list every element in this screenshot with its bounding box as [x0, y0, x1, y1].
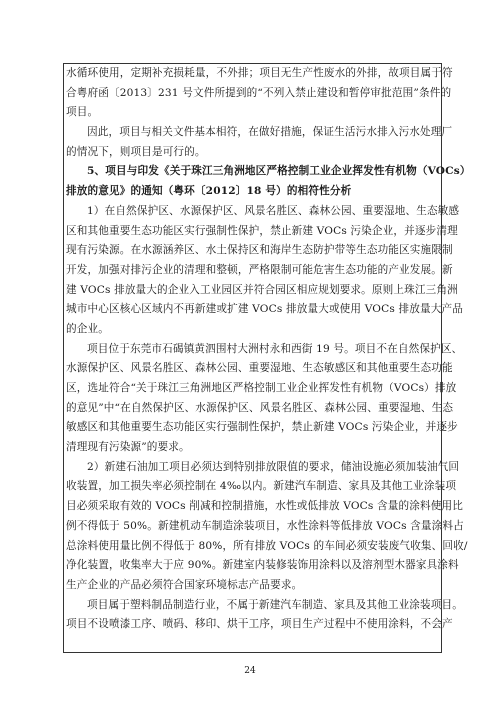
- text-line: 的意见”中“在自然保护区、水源保护区、风景名胜区、森林公园、重要湿地、生态: [66, 401, 454, 414]
- text-line: 收装置，加工损失率必须控制在 4‰以内。新建汽车制造、家具及其他工业涂装项: [66, 480, 457, 493]
- text-line: 项目。: [66, 106, 99, 119]
- text-line: 建 VOCs 排放量大的企业入工业园区并符合园区相应规划要求。原则上珠江三角洲: [66, 283, 458, 296]
- text-line: 项目不设喷漆工序、喷码、移印、烘干工序，项目生产过程中不使用涂料，不会产: [66, 618, 453, 631]
- text-line: 5、项目与印发《关于珠江三角洲地区严格控制工业企业挥发性有机物（VOCs）: [87, 165, 471, 178]
- text-line: 2）新建石油加工项目必须达到特别排放限值的要求，储油设施必须加装油气回: [87, 460, 460, 473]
- text-line: 清理现有污染源”的要求。: [66, 441, 190, 454]
- text-line: 区和其他重要生态功能区实行强制性保护，禁止新建 VOCs 污染企业，并逐步清理: [66, 224, 458, 237]
- text-line: 净化装置，收集率大于应 90%。新建室内装修装饰用涂料以及溶剂型木器家具涂料: [66, 559, 459, 572]
- text-line: 水源保护区、风景名胜区、森林公园、重要湿地、生态敏感区和其他重要生态功能: [66, 362, 453, 375]
- text-line: 生产企业的产品必须符合国家环境标志产品要求。: [66, 578, 303, 591]
- page-number: 24: [244, 666, 256, 676]
- text-line: 因此，项目与相关文件基本相符，在做好措施，保证生活污水排入污水处理厂: [87, 126, 453, 139]
- text-line: 总涂料使用量比例不得低于 80%，所有排放 VOCs 的车间必须安装废气收集、回收/: [66, 539, 468, 552]
- text-line: 开发，加强对排污企业的清理和整顿，严格限制可能危害生态功能的产业发展。新: [66, 263, 453, 276]
- text-line: 1）在自然保护区、水源保护区、风景名胜区、森林公园、重要湿地、生态敏感: [87, 204, 460, 217]
- text-line: 合粤府函〔2013〕231 号文件所提到的“不列入禁止建设和暂停审批范围”条件的: [66, 86, 452, 99]
- text-line: 例不得低于 50%。新建机动车制造涂装项目，水性涂料等低排放 VOCs 含量涂料占: [66, 519, 464, 532]
- text-line: 敏感区和其他重要生态功能区实行强制性保护，禁止新建 VOCs 污染企业，并逐步: [66, 421, 458, 434]
- text-line: 水循环使用，定期补充损耗量，不外排；项目无生产性废水的外排，故项目属于符: [66, 67, 453, 79]
- text-line: 区，选址符合“关于珠江三角洲地区严格控制工业企业挥发性有机物（VOCs）排放: [66, 382, 457, 394]
- text-line: 的企业。: [66, 322, 109, 335]
- text-line: 项目位于东莞市石碣镇黄泗围村大洲村永和西街 19 号。项目不在自然保护区、: [87, 342, 463, 355]
- text-line: 的情况下，则项目是可行的。: [66, 145, 206, 158]
- document-body: [66, 64, 471, 635]
- text-line: 排放的意见》的通知（粤环〔2012〕18 号）的相符性分析: [66, 185, 352, 198]
- text-line: 现有污染源。在水源涵养区、水土保持区和海岸生态防护带等生态功能区实施限制: [66, 244, 453, 257]
- text-line: 项目属于塑料制品制造行业，不属于新建汽车制造、家具及其他工业涂装项目。: [87, 598, 464, 611]
- text-line: 城市中心区核心区域内不再新建或扩建 VOCs 排放量大或使用 VOCs 排放量大产品: [66, 303, 463, 316]
- text-line: 目必须采取有效的 VOCs 削减和控制措施，水性或低排放 VOCs 含量的涂料使用比: [66, 500, 463, 513]
